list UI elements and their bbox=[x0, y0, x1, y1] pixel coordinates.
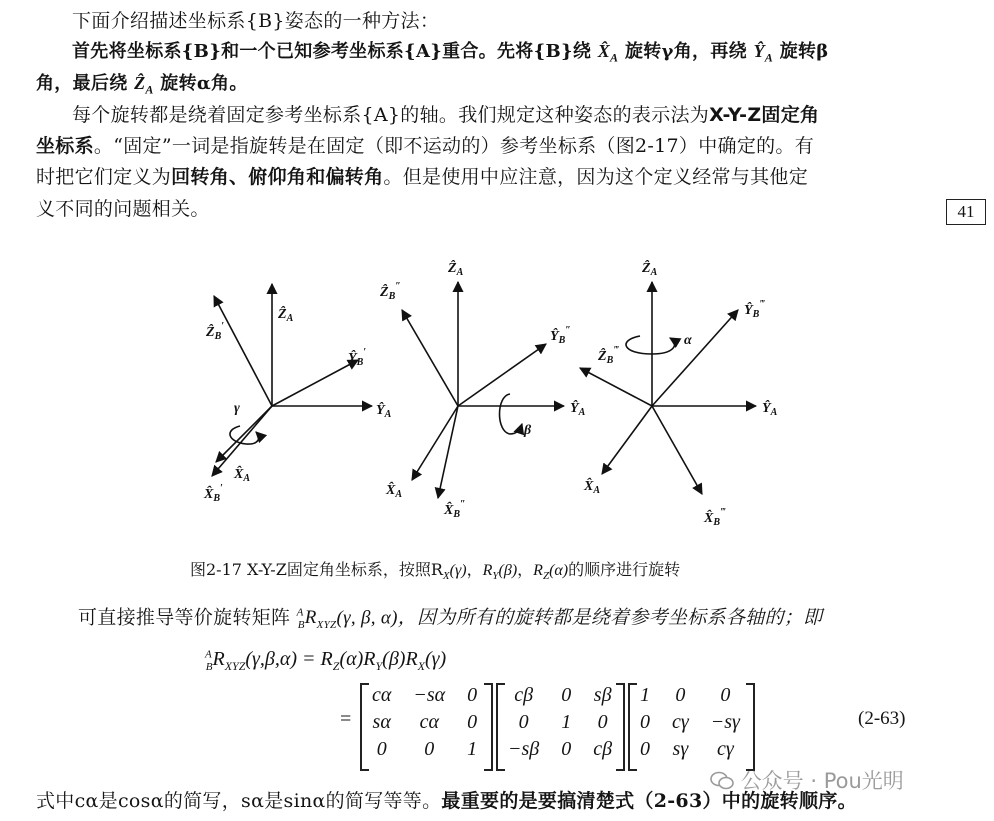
term-roll-pitch-yaw: 回转角、俯仰角和偏转角 bbox=[171, 166, 384, 188]
axis-z-b-double-prime bbox=[402, 310, 458, 406]
matrix-cell: 0 bbox=[561, 738, 572, 760]
label-alpha: α bbox=[684, 333, 692, 348]
caption-text: 图2-17 X-Y-Z固定角坐标系，按照R bbox=[190, 560, 443, 579]
bracket-left-x bbox=[628, 683, 637, 771]
axis-y-a-inline: $Ŷ_A$ bbox=[753, 41, 774, 65]
svg-text:ẐB″: Ẑ$_B$″ bbox=[380, 281, 401, 302]
matrix-cell: −sβ bbox=[508, 738, 540, 760]
watermark bbox=[710, 765, 904, 795]
text-segment: 。“固定”一词是指旋转是在固定（即不运动的）参考坐标系（图2-17）中确定的。有 bbox=[93, 135, 815, 157]
axis-x-b-prime bbox=[212, 406, 272, 476]
matrix-cell: cα bbox=[419, 711, 439, 733]
matrix-cell: −sα bbox=[413, 684, 446, 706]
matrix-cell: 0 bbox=[720, 684, 731, 706]
bracket-left-z bbox=[360, 683, 369, 771]
text-segment: 首先将坐标系{B}和一个已知参考坐标系{A}重合。先将{B}绕 bbox=[72, 41, 592, 62]
axis-x-a-inline: $X̂_A$ bbox=[597, 41, 619, 65]
svg-text:X̂B′: $X̂_B'$ bbox=[204, 483, 223, 504]
axis-x-a-2 bbox=[412, 406, 458, 480]
matrix-cell: sγ bbox=[672, 738, 689, 760]
label-beta: β bbox=[524, 423, 532, 438]
rotation-arrow-beta bbox=[500, 394, 511, 434]
text-line-5 bbox=[36, 131, 814, 161]
svg-text:ŶA: $Ŷ_A$ bbox=[762, 401, 778, 418]
axis-z-b-prime bbox=[214, 296, 272, 406]
axis-y-b-triple-prime bbox=[652, 310, 738, 406]
axis-x-b-double-prime bbox=[438, 406, 458, 498]
svg-text:ẐA: Ẑ$_A$ bbox=[642, 261, 658, 278]
axis-y-b-prime bbox=[272, 360, 358, 406]
matrix-cell: 1 bbox=[467, 738, 478, 760]
svg-text:X̂A: $X̂_A$ bbox=[386, 483, 403, 500]
matrix-cell: 1 bbox=[640, 684, 650, 706]
svg-text:X̂B‴: $X̂_B^‴$ bbox=[704, 507, 726, 528]
matrix-cell: −sγ bbox=[710, 711, 740, 733]
matrix-rx bbox=[640, 684, 740, 761]
equals-sign: = bbox=[340, 708, 352, 730]
matrix-cell: 0 bbox=[467, 711, 478, 733]
matrix-cell: cβ bbox=[514, 684, 534, 706]
page-number: 41 bbox=[946, 199, 986, 225]
bracket-right-z bbox=[484, 683, 493, 771]
term-frame: 坐标系 bbox=[36, 135, 94, 157]
text-intro: 下面介绍描述坐标系{B}姿态的一种方法： bbox=[72, 10, 440, 32]
matrix-cell: 0 bbox=[467, 684, 478, 706]
figure-fixed-angle-frames bbox=[190, 244, 790, 544]
matrix-cell: 0 bbox=[518, 711, 529, 733]
svg-text:X̂B″: $X̂_B''$ bbox=[444, 499, 466, 520]
matrix-rz bbox=[372, 684, 477, 761]
text-segment: 义不同的问题相关。 bbox=[36, 198, 210, 220]
text-line-7 bbox=[36, 194, 210, 224]
svg-text:ẐB′: Ẑ$_B$′ bbox=[206, 321, 225, 342]
matrix-cell: 0 bbox=[640, 738, 650, 760]
matrix-cell: cγ bbox=[672, 711, 689, 733]
text-line-6 bbox=[36, 162, 808, 192]
matrix-cell: cα bbox=[372, 684, 392, 706]
matrix-cell: cγ bbox=[716, 738, 734, 760]
svg-text:ẐA: Ẑ$_A$ bbox=[278, 307, 294, 324]
text-segment: 角，最后绕 bbox=[36, 73, 128, 94]
matrix-cell: 0 bbox=[561, 684, 572, 706]
eq-lhs-text: (γ,β,α) = R bbox=[245, 648, 333, 670]
svg-text:ŶA: $Ŷ_A$ bbox=[570, 401, 586, 418]
text-segment: 式中cα是cosα的简写，sα是sinα的简写等等。 bbox=[36, 790, 442, 812]
axis-x-a-1 bbox=[216, 406, 272, 462]
svg-text:X̂A: $X̂_A$ bbox=[234, 467, 251, 484]
rotation-arrow-alpha bbox=[626, 336, 675, 354]
axis-x-b-triple-prime bbox=[652, 406, 702, 494]
matrix-cell: 0 bbox=[376, 738, 387, 760]
matrix-cell: 0 bbox=[675, 684, 686, 706]
text-segment: (γ, β, α)，因为所有的旋转都是绕着参考坐标系各轴的；即 bbox=[336, 607, 823, 629]
matrix-cell: cβ bbox=[593, 738, 613, 760]
svg-text:ẐA: Ẑ$_A$ bbox=[448, 261, 464, 278]
matrix-symbol: $^A_BR_{XYZ}$ bbox=[296, 607, 337, 632]
text-line-1 bbox=[72, 6, 439, 36]
equation-number: (2-63) bbox=[858, 708, 906, 729]
matrix-cell: 0 bbox=[597, 711, 608, 733]
axis-y-b-double-prime bbox=[458, 344, 546, 406]
matrix-ry bbox=[508, 684, 612, 761]
text-segment: 时把它们定义为 bbox=[36, 166, 172, 188]
text-segment: 每个旋转都是绕着固定参考坐标系{A}的轴。我们规定这种姿态的表示法为 bbox=[72, 104, 710, 126]
text-segment: 旋转γ角，再绕 bbox=[624, 41, 747, 62]
text-segment: 。但是使用中应注意，因为这个定义经常与其他定 bbox=[383, 166, 809, 188]
text-segment: 旋转β bbox=[779, 41, 829, 62]
text-emphasis: 最重要的是要搞清楚式（2-63）中的旋转顺序。 bbox=[441, 790, 857, 812]
matrix-cell: 0 bbox=[424, 738, 435, 760]
svg-text:ŶB′: $Ŷ_B'$ bbox=[348, 347, 367, 368]
term-fixed-angle: X-Y-Z固定角 bbox=[709, 104, 820, 126]
svg-text:ŶB‴: $Ŷ_B^‴$ bbox=[744, 299, 765, 320]
text-line-8 bbox=[78, 598, 822, 640]
svg-text:X̂A: $X̂_A$ bbox=[584, 479, 601, 496]
text-line-4 bbox=[72, 100, 819, 130]
bracket-right-x bbox=[746, 683, 755, 771]
svg-text:ŶB″: $Ŷ_B''$ bbox=[550, 325, 571, 346]
matrix-cell: sβ bbox=[593, 684, 612, 706]
axis-z-b-triple-prime bbox=[580, 368, 652, 406]
watermark-text: 公众号 · Pou光明 bbox=[740, 769, 904, 793]
text-segment: 可直接推导等价旋转矩阵 bbox=[78, 606, 291, 629]
bracket-right-y bbox=[616, 683, 625, 771]
bracket-left-y bbox=[496, 683, 505, 771]
matrix-cell: sα bbox=[372, 711, 391, 733]
equation-lhs: $^A_BR_{XYZ}(\gamma,\beta,\alpha) = R_Z(\alpha)R_Y(\beta)R_X(\gamma)$ bbox=[205, 648, 447, 673]
matrix-cell: 1 bbox=[561, 711, 572, 733]
rotation-arrow-gamma bbox=[230, 426, 259, 444]
text-segment: 旋转α角。 bbox=[160, 73, 248, 94]
label-gamma: γ bbox=[234, 401, 240, 416]
svg-text:ŶA: $Ŷ_A$ bbox=[376, 403, 392, 420]
wechat-icon bbox=[710, 771, 734, 791]
svg-text:ẐB‴: Ẑ$_B$‴ bbox=[598, 345, 619, 366]
matrix-cell: 0 bbox=[640, 711, 650, 733]
figure-caption: 图2-17 X-Y-Z固定角坐标系，按照$R_X(\gamma)$，$R_Y(\beta)$，$R_Z(\alpha)$的顺序进行旋转 bbox=[190, 560, 681, 583]
axis-z-a-inline: Ẑ$_A$ bbox=[134, 73, 154, 97]
axis-x-a-3 bbox=[602, 406, 652, 474]
